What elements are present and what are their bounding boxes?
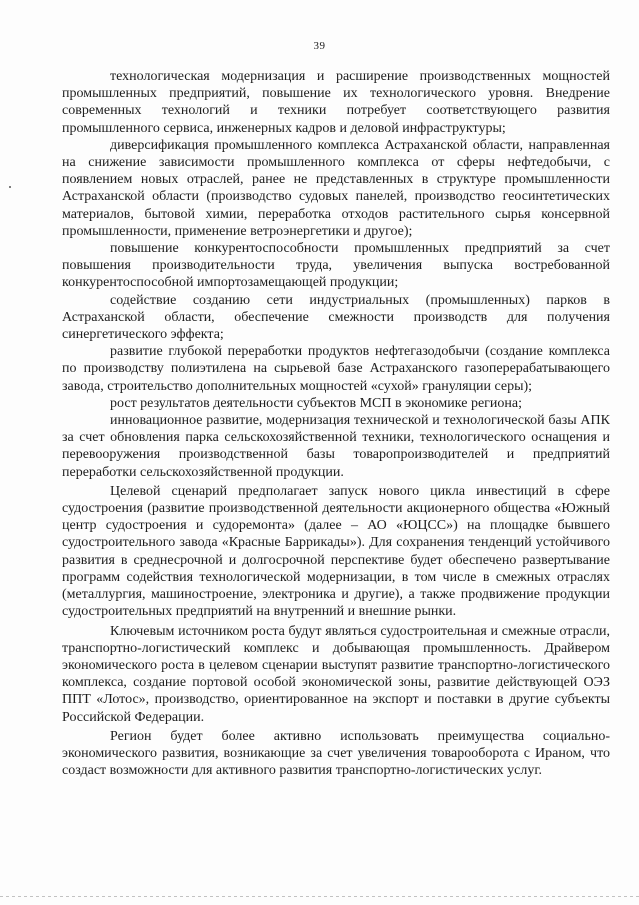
paragraph-growth-sources: Ключевым источником роста будут являться судостроительная и смежные отрасли, транспортно-логистический комплекс и добывающая промышленность. Драйвером экономического роста в целевом сценарии выступят развитие транспортно-логистического комплекса, создание портовой особой экономической зоны, развитие действующей ОЭЗ ППТ «Лотос», производство, ориентированное на экспорт и поставки в другие субъекты Российской Федерации. (62, 623, 610, 725)
paragraph-region-iran: Регион будет более активно использовать преимущества социально-экономического развития, возникающие за счет увеличения товарооборота с Ираном, что создаст возможности для активного развития транспортно-логистических услуг. (62, 728, 610, 779)
paragraph-diversification: диверсификация промышленного комплекса Астраханской области, направленная на снижение зависимости промышленного комплекса от сферы нефтедобычи, с появлением новых отраслей, ранее не представленных в структуре промышленности Астраханской области (производство судовых панелей, производство геосинтетических материалов, бытовой химии, переработка отходов растительного сырья консервной промышленности, применение ветроэнергетики и другое); (62, 137, 610, 239)
scan-speck (9, 186, 11, 188)
paragraph-competitiveness: повышение конкурентоспособности промышленных предприятий за счет повышения производительности труда, увеличения выпуска востребованной конкурентоспособной импортозамещающей продукции; (62, 241, 610, 291)
page-number: 39 (313, 40, 326, 52)
paragraph-modernization: технологическая модернизация и расширение производственных мощностей промышленных предприятий, повышение их технологического уровня. Внедрение современных технологий и техники потребует соответствующего развития промышленного сервиса, инженерных кадров и деловой инфраструктуры; (62, 69, 610, 136)
paragraph-industrial-parks: содействие созданию сети индустриальных (промышленных) парков в Астраханской области, обеспечение смежности производств для получения синергетического эффекта; (62, 292, 610, 343)
body-text (62, 68, 610, 779)
paragraph-sme-growth: рост результатов деятельности субъектов МСП в экономике региона; (110, 395, 522, 411)
scan-edge-line (0, 896, 639, 897)
paragraph-deep-processing: развитие глубокой переработки продуктов нефтегазодобычи (создание комплекса по производству полиэтилена на сырьевой базе Астраханского газоперерабатывающего завода, строительство дополнительных мощностей «сухой» грануляции серы); (62, 344, 610, 394)
paragraph-target-scenario: Целевой сценарий предполагает запуск нового цикла инвестиций в сфере судостроения (развитие производственной деятельности акционерного общества «Южный центр судостроения и судоремонта» (далее – АО «ЮЦСС») на площадке бывшего судостроительного завода «Красные Баррикады»). Для сохранения тенденций устойчивого развития в среднесрочной и долгосрочной перспективе будет обеспечено развертывание программ содействия технологической модернизации, в том числе в смежных отраслях (металлургия, машиностроение, электроника и другие), а также продвижение продукции судостроительных предприятий на внутренний и внешние рынки. (62, 483, 610, 620)
paragraph-innovation-agro: инновационное развитие, модернизация технической и технологической базы АПК за счет обновления парка сельскохозяйственной техники, технологического оснащения и перевооружения производственной базы товаропроизводителей и предприятий переработки сельскохозяйственной продукции. (62, 413, 610, 480)
